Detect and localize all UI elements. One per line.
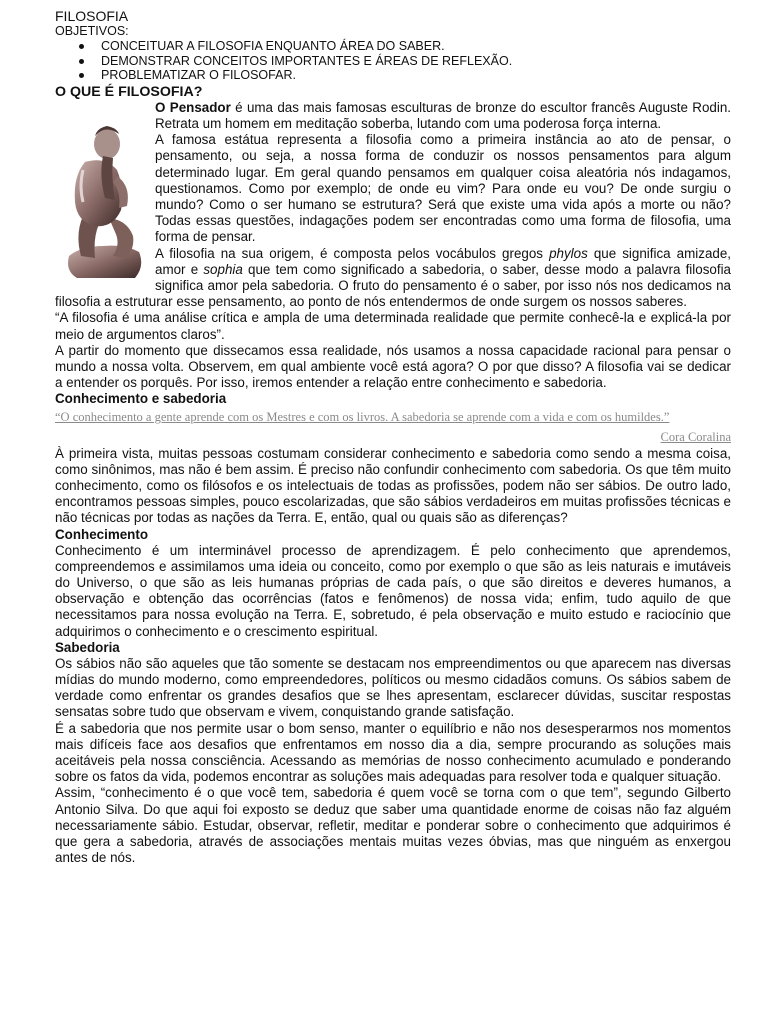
paragraph-knowledge: Conhecimento é um interminável processo de aprendizagem. É pelo conhecimento que aprendemos, compreendemos e assimilamos uma ideia ou conceito, como por exemplo o que são as leis naturais e imutáveis do Universo, o que são as leis humanas próprias de cada país, o que são direitos e deveres humanos, a observação e obtenção das ocorrências (fatos e fenômenos) de nossa vida; enfim, tudo aquilo de que necessitamos para nossa evolução na Terra. E, sobretudo, é pela observação e muito estudo e raciocínio que adquirimos o conhecimento e o crescimento espiritual. [55, 542, 731, 639]
paragraph-wise-people: Os sábios não são aqueles que tão somente se destacam nos empreendimentos ou que aparecem nas diversas mídias do mundo moderno, como empreendedores, políticos ou mesmo cidadãos comuns. Os sábios sabem de verdade como enfrentar os grandes desafios que se lhes apresentam, esclarecer dúvidas, suscitar respostas sensatas sobre tudo que observam e vivem, conquistando grande satisfação. [55, 655, 731, 720]
section-heading-what-is-philosophy: O QUE É FILOSOFIA? [55, 83, 203, 100]
objectives-list [55, 39, 731, 83]
intro-text [155, 100, 731, 246]
section-heading-knowledge-wisdom: Conhecimento e sabedoria [55, 391, 227, 407]
paragraph-reality: A partir do momento que dissecamos essa realidade, nós usamos a nossa capacidade racional para pensar o mundo a nossa volta. Observem, em qual ambiente você está agora? O por que disso? A filosofia vai se dedicar a entender os porquês. Por isso, iremos entender a relação entre conhecimento e sabedoria. [55, 342, 731, 391]
intro-block [55, 100, 731, 246]
section-heading-wisdom: Sabedoria [55, 639, 120, 655]
document-page [55, 8, 731, 867]
objectives-label: OBJETIVOS: [55, 24, 129, 38]
thinker-statue-icon [55, 106, 149, 281]
paragraph-thinker [155, 100, 731, 132]
paragraph-origin [55, 246, 731, 311]
section-heading-knowledge: Conhecimento [55, 526, 148, 542]
term-phylos: phylos [549, 245, 588, 261]
origin-text-a: A filosofia na sua origem, é composta pelos vocábulos gregos [155, 245, 550, 261]
thinker-description: é uma das mais famosas esculturas de bronze do escultor francês Auguste Rodin. Retrata um homem em meditação soberba, lutando com uma poderosa força interna. [155, 99, 731, 131]
paragraph-first-view: À primeira vista, muitas pessoas costumam considerar conhecimento e sabedoria como sendo a mesma coisa, como sinônimos, mas não é bem assim. É preciso não confundir conhecimento com sabedoria. Os que têm muito conhecimento, como os filósofos e os intelectuais de todas as profissões, podem não ser sábios. De outro lado, encontramos pessoas simples, pouco escolarizadas, que são sábios verdadeiros em muitas profissões técnicas e não técnicas por todas as nações da Terra. E, então, qual ou quais são as diferenças? [55, 445, 731, 526]
origin-text-b: que significa amizade, amor e [155, 245, 732, 277]
objective-item: DEMONSTRAR CONCEITOS IMPORTANTES E ÁREAS DE REFLEXÃO. [101, 54, 731, 69]
paragraph-definition-quote: “A filosofia é uma análise crítica e ampla de uma determinada realidade que permite conhecê-la e explicá-la por meio de argumentos claros”. [55, 310, 731, 342]
thinker-name: O Pensador [155, 99, 231, 115]
document-title: FILOSOFIA [55, 8, 129, 24]
paragraph-statue: A famosa estátua representa a filosofia como a primeira instância ao ato de pensar, o pensamento, ou seja, a nossa forma de conduzir os nossos pensamentos para algum determinado lugar. Em geral quando pensamos em qualquer coisa aleatória nós indagamos, questionamos. Como por exemplo; de onde eu vim? Para onde eu vou? De onde surgiu o mundo? Como o ser humano se estrutura? Será que existe uma vida após a morte ou não? Todas essas questões, indagações podem ser encontradas como uma forma de filosofia, uma forma de pensar. [155, 132, 731, 245]
term-sophia: sophia [203, 261, 243, 277]
objective-item: PROBLEMATIZAR O FILOSOFAR. [101, 68, 731, 83]
epigraph-quote: “O conhecimento a gente aprende com os Mestres e com os livros. A sabedoria se aprende com a vida e com os humildes.” [55, 410, 670, 425]
paragraph-good-sense: É a sabedoria que nos permite usar o bom senso, manter o equilíbrio e não nos desesperarmos nos momentos mais difíceis face aos desafios que enfrentamos em nosso dia a dia, sempre procurando as soluções mais aceitáveis pela nossa consciência. Acessando as memórias de nosso conhecimento acumulado e ponderando sobre os fatos da vida, podemos encontrar as soluções mais adequadas para resolver toda e qualquer situação. [55, 720, 731, 785]
origin-text-c: que tem como significado a sabedoria, o saber, desse modo a palavra filosofia significa amor pela sabedoria. O fruto do pensamento é o saber, por isso nós nos dedicamos na filosofia a estruturar esse pensamento, ao ponto de nós entendermos de onde surgem os nossos saberes. [55, 261, 731, 310]
objective-item: CONCEITUAR A FILOSOFIA ENQUANTO ÁREA DO SABER. [101, 39, 731, 54]
paragraph-conclusion: Assim, “conhecimento é o que você tem, sabedoria é quem você se torna com o que tem”, segundo Gilberto Antonio Silva. Do que aqui foi exposto se deduz que saber uma quantidade enorme de coisas não faz alguém necessariamente sábio. Estudar, observar, refletir, meditar e ponderar sobre o conhecimento que adquirimos é que gera a sabedoria, através de associações mentais muitas vezes óbvias, mas que ninguém as enxergou antes de nós. [55, 785, 731, 866]
epigraph-author: Cora Coralina [660, 430, 731, 445]
